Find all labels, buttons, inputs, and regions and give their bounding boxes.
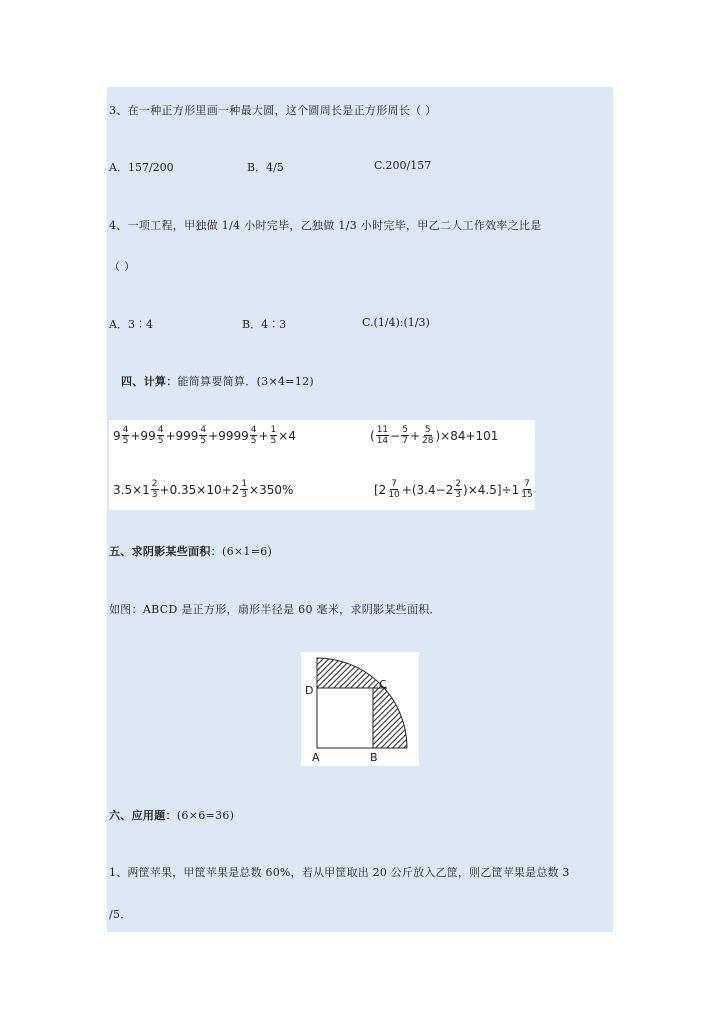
label-a: A bbox=[312, 751, 320, 764]
q3-option-b: B．4/5 bbox=[247, 161, 284, 174]
question-3-text: 3、在一种正方形里画一种最大圆，这个圆周长是正方形周长（ ） bbox=[109, 104, 437, 117]
label-b: B bbox=[370, 751, 378, 764]
question-5-text: 如图：ABCD 是正方形，扇形半径是 60 毫米，求阴影某些面积． bbox=[109, 603, 441, 616]
question-6-1-line-1: 1、两筐苹果，甲筐苹果是总数 60%，若从甲筐取出 20 公斤放入乙筐，则乙筐苹果是总数 3 bbox=[109, 866, 570, 879]
section-6-heading bbox=[109, 807, 234, 823]
formula-3: 3.5×1 2 3 +0.35×10+2 $\frac{1}{3}$ ×350% bbox=[113, 479, 294, 500]
label-c: C bbox=[379, 678, 387, 691]
q3-option-c: C.200/157 bbox=[374, 159, 432, 172]
section-6-subtitle: (6×6=36) bbox=[176, 809, 235, 822]
label-d: D bbox=[305, 684, 314, 697]
shaded-area-diagram bbox=[301, 652, 419, 766]
section-4-subtitle: 能简算要简算．(3×4=12) bbox=[177, 375, 315, 388]
square-fill bbox=[317, 688, 373, 748]
section-6-title: 六、应用题： bbox=[109, 809, 177, 822]
formula-4: [2 7 10 +(3.4−2 2 3 )×4.5]÷1 7 15 bbox=[374, 479, 533, 500]
section-5-subtitle: (6×1=6) bbox=[222, 545, 273, 558]
question-6-1-line-2: /5． bbox=[109, 908, 132, 921]
section-4-title: 四、计算： bbox=[121, 375, 178, 388]
section-4-heading bbox=[121, 373, 314, 389]
section-5-heading bbox=[109, 543, 272, 559]
question-4-paren: （ ） bbox=[109, 260, 136, 273]
formula-2: ( 11 14 − $\frac{5}{7}$ + $\frac{5}{28}$ )×84+101 bbox=[370, 425, 499, 446]
diagram-svg bbox=[301, 652, 419, 766]
formula-1: 9 4 5 +99 4 5 +999 4 5 +9999 4 5 + $\frac{1}{5}$ ×4 bbox=[113, 425, 296, 446]
section-5-title: 五、求阴影某些面积： bbox=[109, 545, 222, 558]
q4-option-b: B．4∶3 bbox=[242, 318, 287, 331]
q4-option-a: A．3∶4 bbox=[109, 318, 153, 331]
question-4-text: 4、一项工程，甲独做 1/4 小时完毕，乙独做 1/3 小时完毕，甲乙二人工作效率之比是 bbox=[109, 219, 542, 232]
q4-option-c: C.(1/4):(1/3) bbox=[362, 316, 430, 329]
q3-option-a: A．157/200 bbox=[109, 161, 174, 174]
